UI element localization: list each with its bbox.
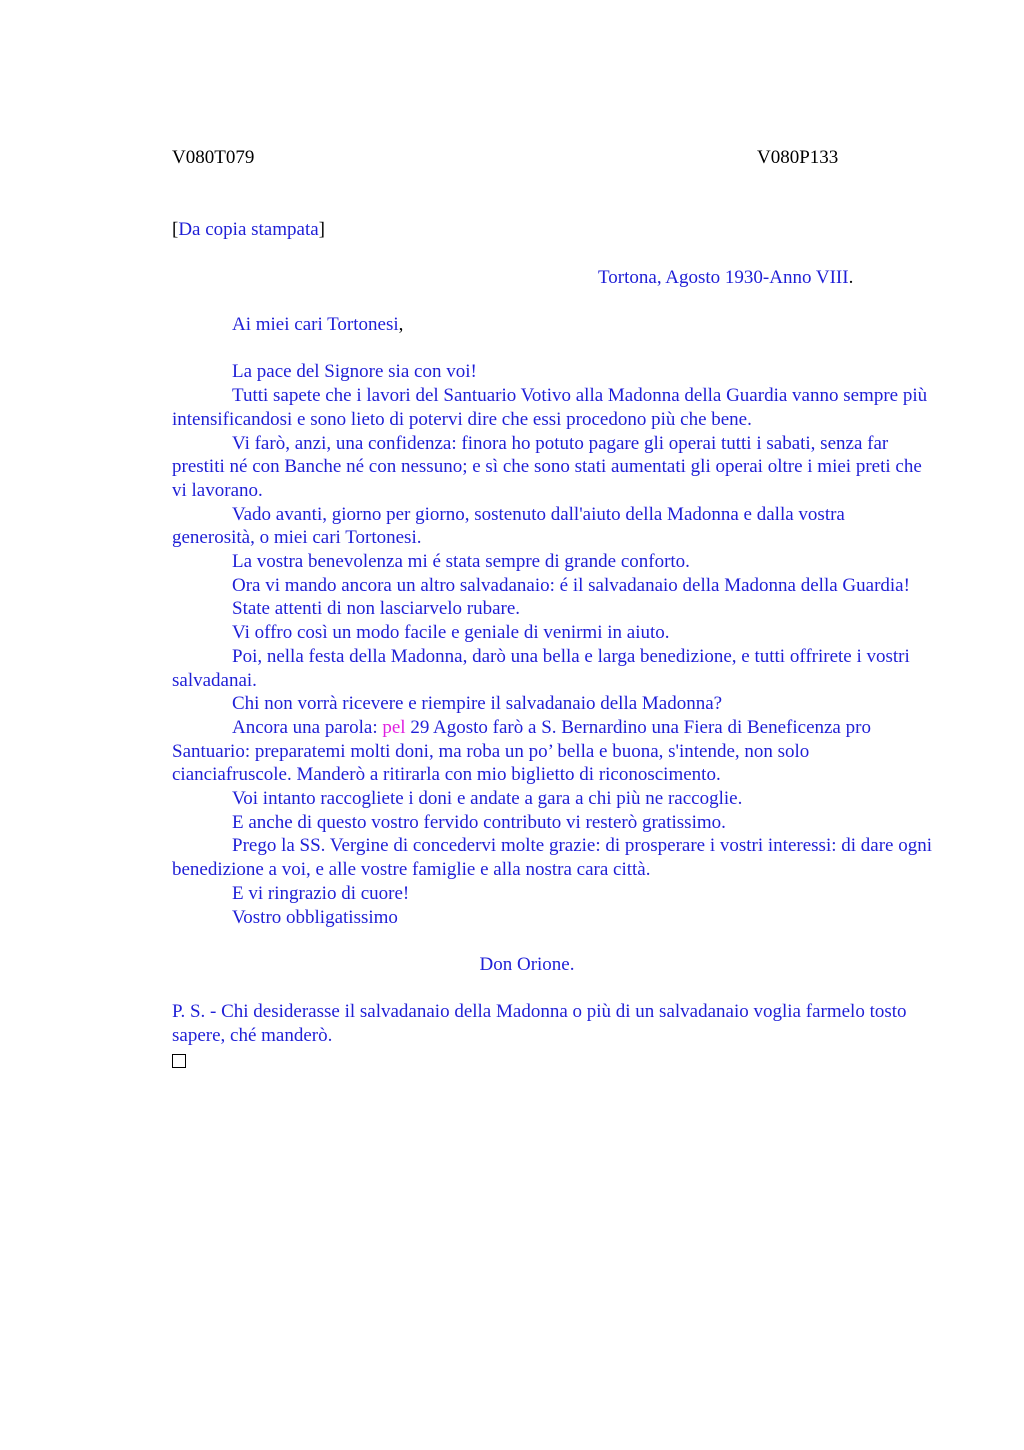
paragraph: Prego la SS. Vergine di concedervi molte grazie: di prosperare i vostri interessi: di dare ogni benedizione a voi, e alle vostre famiglie e alla nostra cara città. xyxy=(172,835,933,881)
letter-body xyxy=(172,313,932,1074)
source-close-bracket: ] xyxy=(318,219,325,240)
paragraph: Chi non vorrà ricevere e riempire il salvadanaio della Madonna? xyxy=(232,693,723,715)
paragraph: Poi, nella festa della Madonna, darò una bella e larga benedizione, e tutti offrirete i vostri salvadanai. xyxy=(172,645,910,691)
highlighted-word: pel xyxy=(382,716,406,738)
signature: Don Orione. xyxy=(479,953,575,975)
paragraph: E anche di questo vostro fervido contributo vi resterò gratissimo. xyxy=(232,811,726,833)
salutation-comma: , xyxy=(398,314,404,335)
paragraph: La pace del Signore sia con voi! xyxy=(232,361,477,383)
paragraph-fiera-rest: 29 Agosto farò a S. Bernardino una Fiera di Beneficenza pro Santuario: preparatemi molti doni, ma roba un po’ bella e buona, s'intende, non solo cianciafruscole. Manderò a ritirarla con mio biglietto di riconoscimento. xyxy=(172,716,871,786)
paragraph: Ora vi mando ancora un altro salvadanaio: é il salvadanaio della Madonna della Guardia! xyxy=(232,574,910,596)
salutation-text: Ai miei cari Tortonesi xyxy=(232,314,399,335)
document-code: V080T079 xyxy=(172,147,255,168)
paragraph: Vado avanti, giorno per giorno, sostenuto dall'aiuto della Madonna e dalla vostra generosità, o miei cari Tortonesi. xyxy=(172,503,845,549)
place-date xyxy=(598,266,853,290)
paragraph: Vi farò, anzi, una confidenza: finora ho potuto pagare gli operai tutti i sabati, senza far prestiti né con Banche né con nessuno; e sì che sono stati aumentati gli operai oltre i miei preti che vi lavorano. xyxy=(172,432,922,501)
paragraph: Tutti sapete che i lavori del Santuario Votivo alla Madonna della Guardia vanno sempre più intensificandosi e sono lieto di potervi dire che essi procedono più che bene. xyxy=(172,385,928,430)
page-code: V080P133 xyxy=(757,147,839,168)
closing: Vostro obbligatissimo xyxy=(232,906,398,928)
end-marker-box-icon xyxy=(172,1054,186,1068)
paragraph-fiera-start: Ancora una parola: xyxy=(232,716,383,738)
paragraph: Voi intanto raccogliete i doni e andate a gara a chi più ne raccoglie. xyxy=(232,788,743,810)
salutation xyxy=(172,313,932,337)
paragraph-fiera xyxy=(172,716,932,787)
place-date-text: Tortona, Agosto 1930-Anno VIII xyxy=(598,267,849,288)
source-note xyxy=(172,218,325,242)
place-date-period: . xyxy=(848,267,854,288)
paragraph: Vi offro così un modo facile e geniale di venirmi in aiuto. xyxy=(232,622,670,644)
source-text: Da copia stampata xyxy=(178,219,319,240)
paragraph: E vi ringrazio di cuore! xyxy=(232,882,410,904)
source-open-bracket: [ xyxy=(172,219,179,240)
archive-codes xyxy=(172,146,932,170)
paragraph: La vostra benevolenza mi é stata sempre di grande conforto. xyxy=(232,551,690,573)
document-page xyxy=(172,146,933,1047)
paragraph: State attenti di non lasciarvelo rubare. xyxy=(232,598,521,620)
postscript: P. S. - Chi desiderasse il salvadanaio della Madonna o più di un salvadanaio voglia farmelo tosto sapere, ché manderò. xyxy=(172,1001,907,1047)
